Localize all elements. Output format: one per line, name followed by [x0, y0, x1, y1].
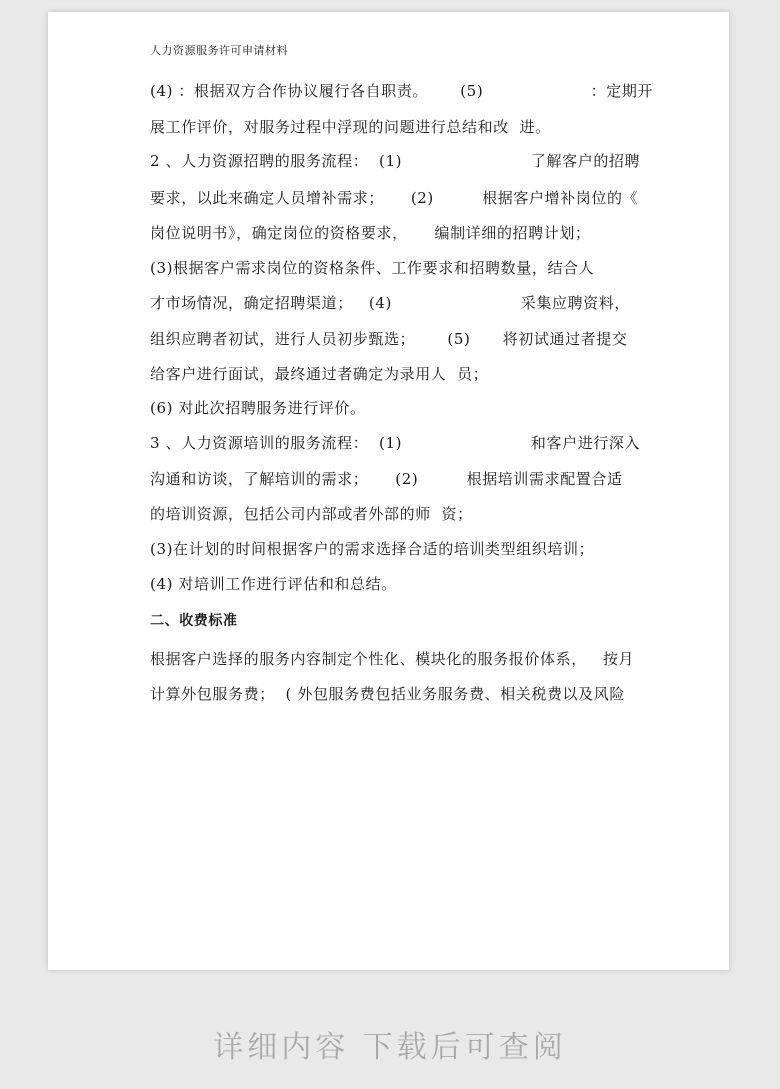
body-line-2: 展工作评价，对服务过程中浮现的问题进行总结和改 进。: [150, 118, 551, 136]
body-line-12: 沟通和访谈，了解培训的需求； (2) 根据培训需求配置合适: [150, 470, 623, 488]
body-line-11: 3 、人力资源培训的服务流程： (1) 和客户进行深入: [150, 434, 641, 452]
section-heading-fees: 二、收费标准: [150, 613, 238, 629]
body-line-14: (3)在计划的时间根据客户的需求选择合适的培训类型组织培训；: [150, 540, 595, 558]
body-line-10: (6) 对此次招聘服务进行评价。: [150, 399, 366, 417]
body-line-13: 的培训资源，包括公司内部或者外部的师 资；: [150, 505, 473, 523]
body-line-1: (4) ：根据双方合作协议履行各自职责。 (5) ：定期开: [150, 82, 654, 100]
body-line-3: 2 、人力资源招聘的服务流程： (1) 了解客户的招聘: [150, 152, 641, 170]
body-line-8: 组织应聘者初试，进行人员初步甄选； (5) 将初试通过者提交: [150, 330, 628, 348]
page-header: 人力资源服务许可申请材料: [150, 44, 288, 57]
document-page: [48, 12, 729, 970]
body-line-5: 岗位说明书》，确定岗位的资格要求， 编制详细的招聘计划；: [150, 224, 591, 242]
body-line-18: 计算外包服务费； ( 外包服务费包括业务服务费、相关税费以及风险: [150, 685, 625, 703]
body-line-17: 根据客户选择的服务内容制定个性化、模块化的服务报价体系， 按月: [150, 650, 635, 668]
download-prompt: 详细内容 下载后可查阅: [213, 1030, 567, 1065]
body-line-15: (4) 对培训工作进行评估和和总结。: [150, 575, 397, 593]
body-line-7: 才市场情况，确定招聘渠道； (4) 采集应聘资料，: [150, 294, 630, 312]
body-line-4: 要求，以此来确定人员增补需求； (2) 根据客户增补岗位的《: [150, 189, 639, 207]
body-line-9: 给客户进行面试，最终通过者确定为录用人 员；: [150, 365, 489, 383]
body-line-6: (3)根据客户需求岗位的资格条件、工作要求和招聘数量，结合人: [150, 259, 595, 277]
